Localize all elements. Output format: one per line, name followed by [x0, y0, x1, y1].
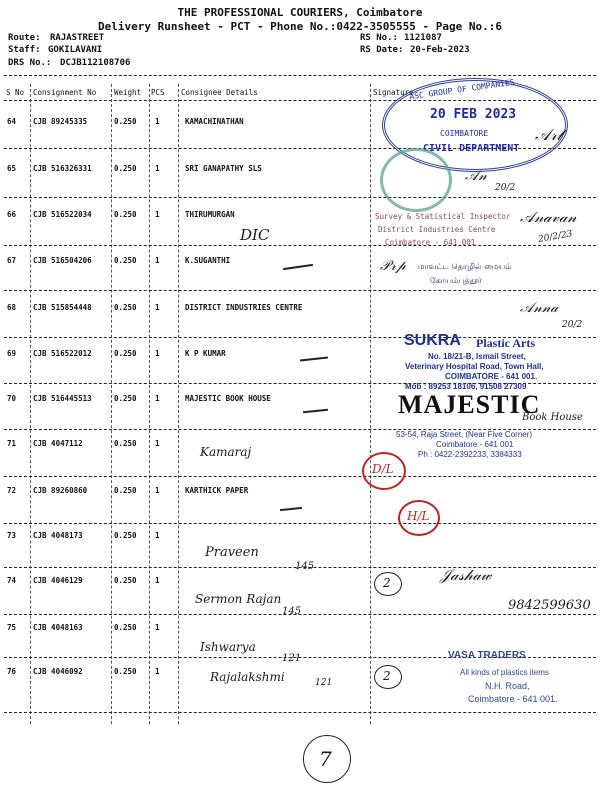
- circled-number-mark: [374, 665, 402, 689]
- stamp-text-tamil: மாவட்ட தொழில் மையம்: [418, 262, 512, 271]
- handwritten-rajalakshmi: Rajalakshmi: [210, 670, 285, 684]
- row-consignment: CJB 516326331: [33, 164, 92, 173]
- vasa-stamp-line: All kinds of plastics items: [460, 668, 549, 677]
- row-weight: 0.250: [114, 439, 137, 448]
- row-consignee: SRI GANAPATHY SLS: [185, 164, 262, 173]
- round-seal-stamp: [380, 148, 452, 212]
- row-consignee: K.SUGANTHI: [185, 256, 231, 265]
- row-consignment: CJB 516522034: [33, 210, 92, 219]
- row-pcs: 1: [155, 349, 160, 358]
- row-divider: [4, 476, 596, 477]
- sukra-stamp-mobile: Mob : 89253 18106, 91508 27309: [405, 382, 527, 391]
- signature-68: 𝒜𝓃𝓃𝒶: [520, 300, 559, 316]
- majestic-stamp-address: 53-54, Raja Street, (Near Five Corner): [396, 430, 533, 439]
- handwritten-hl: H/L: [407, 509, 430, 523]
- vasa-stamp-name: VASA TRADERS: [448, 650, 526, 661]
- row-weight: 0.250: [114, 210, 137, 219]
- row-pcs: 1: [155, 210, 160, 219]
- signature-date-66: 20/2/23: [537, 229, 574, 245]
- sukra-stamp-address: No. 18/21-B, Ismail Street,: [428, 352, 526, 361]
- row-sno: 74: [7, 576, 17, 585]
- row-sno: 67: [7, 256, 17, 265]
- majestic-stamp-address: Coimbatore - 641 001: [436, 440, 514, 449]
- row-pcs: 1: [155, 256, 160, 265]
- row-consignment: CJB 89245335: [33, 117, 88, 126]
- row-weight: 0.250: [114, 349, 137, 358]
- stamp-date: 20 FEB 2023: [430, 107, 517, 122]
- handwritten-sermon: Sermon Rajan: [195, 592, 282, 606]
- header-rule-top: [4, 75, 596, 76]
- row-pcs: 1: [155, 164, 160, 173]
- row-consignee: DISTRICT INDUSTRIES CENTRE: [185, 303, 303, 312]
- row-divider: [4, 712, 596, 713]
- row-weight: 0.250: [114, 531, 137, 540]
- row-weight: 0.250: [114, 117, 137, 126]
- signature-74: 𝒥𝒶𝓈𝒽𝒶𝓌: [440, 566, 492, 584]
- handwritten-121-a: 121: [282, 653, 302, 664]
- row-pcs: 1: [155, 623, 160, 632]
- signature-65: 𝒜𝓃: [465, 168, 487, 184]
- rs-date-value: 20-Feb-2023: [410, 45, 470, 55]
- row-divider: [4, 523, 596, 524]
- row-pcs: 1: [155, 486, 160, 495]
- stamp-text: ASC GROUP OF COMPANIES: [408, 77, 516, 102]
- drs-value: DCJB112108706: [60, 58, 131, 68]
- handwritten-ishwarya: Ishwarya: [200, 640, 256, 654]
- row-sno: 75: [7, 623, 17, 632]
- row-divider: [4, 197, 596, 198]
- row-weight: 0.250: [114, 164, 137, 173]
- route-value: RAJASTREET: [50, 33, 105, 43]
- circled-number-mark: [374, 572, 402, 596]
- staff-label: Staff:: [8, 45, 41, 55]
- rs-no-label: RS No.:: [360, 33, 398, 43]
- row-weight: 0.250: [114, 576, 137, 585]
- handwritten-145-b: 145: [282, 606, 302, 617]
- row-consignment: CJB 4048173: [33, 531, 83, 540]
- row-weight: 0.250: [114, 256, 137, 265]
- row-weight: 0.250: [114, 623, 137, 632]
- row-consignment: CJB 89260860: [33, 486, 88, 495]
- signature-66: 𝒜𝓃𝒶𝓋𝒶𝓃: [520, 208, 577, 226]
- row-sno: 66: [7, 210, 17, 219]
- row-sno: 65: [7, 164, 17, 173]
- row-weight: 0.250: [114, 394, 137, 403]
- row-consignee: K P KUMAR: [185, 349, 226, 358]
- stamp-text: District Industries Centre: [378, 225, 496, 234]
- row-divider: [4, 245, 596, 246]
- row-consignment: CJB 4048163: [33, 623, 83, 632]
- row-sno: 72: [7, 486, 17, 495]
- row-weight: 0.250: [114, 303, 137, 312]
- row-weight: 0.250: [114, 486, 137, 495]
- stamp-text: CIVIL DEPARTMENT: [423, 143, 520, 154]
- row-pcs: 1: [155, 576, 160, 585]
- row-consignment: CJB 515854448: [33, 303, 92, 312]
- signature-67: 𝒫𝓇𝓅: [380, 258, 406, 274]
- handwritten-phone: 9842599630: [508, 598, 591, 613]
- row-consignee: THIRUMURGAN: [185, 210, 235, 219]
- col-header-consignee: Consignee Details: [181, 88, 258, 97]
- col-divider: [178, 84, 179, 724]
- handwritten-145-a: 145: [295, 561, 315, 572]
- majestic-stamp-sub: Book House: [522, 412, 583, 423]
- row-pcs: 1: [155, 667, 160, 676]
- row-consignment: CJB 516445513: [33, 394, 92, 403]
- handwritten-121-b: 121: [315, 678, 333, 688]
- signature-64: 𝒜𝓇𝓉: [535, 125, 563, 144]
- row-pcs: 1: [155, 303, 160, 312]
- handwritten-dl: D/L: [372, 462, 394, 476]
- row-consignee: KAMACHINATHAN: [185, 117, 244, 126]
- col-header-pcs: PCS: [151, 88, 165, 97]
- row-consignment: CJB 4046092: [33, 667, 83, 676]
- row-sno: 76: [7, 667, 17, 676]
- stamp-text: Coimbatore - 641 001: [385, 238, 476, 247]
- row-pcs: 1: [155, 394, 160, 403]
- handwritten-circle-2a: 2: [383, 576, 391, 590]
- col-header-signature: Signature: [373, 88, 414, 97]
- stamp-text-tamil: கோயம்புத்தூர்: [430, 276, 483, 285]
- route-label: Route:: [8, 33, 41, 43]
- majestic-stamp-name: MAJESTIC: [398, 390, 541, 419]
- handwritten-dic: DIC: [240, 226, 270, 244]
- vasa-stamp-line: N.H. Road,: [485, 681, 530, 691]
- sukra-stamp-name: SUKRA: [404, 332, 461, 349]
- handwritten-page-count: 7: [319, 747, 332, 771]
- majestic-stamp-phone: Ph : 0422-2392233, 3384333: [418, 450, 522, 459]
- staff-value: GOKILAVANI: [48, 45, 103, 55]
- dash-mark: [300, 357, 328, 362]
- sukra-stamp-address: COIMBATORE - 641 001.: [445, 372, 538, 381]
- handwritten-kamaraj: Kamaraj: [200, 445, 252, 459]
- row-weight: 0.250: [114, 667, 137, 676]
- col-divider: [370, 84, 371, 724]
- row-consignee: KARTHICK PAPER: [185, 486, 249, 495]
- row-sno: 70: [7, 394, 17, 403]
- row-consignment: CJB 516522012: [33, 349, 92, 358]
- col-header-sno: S No: [6, 88, 25, 97]
- drs-label: DRS No.:: [8, 58, 52, 68]
- handwritten-praveen: Praveen: [205, 545, 259, 560]
- row-sno: 68: [7, 303, 17, 312]
- vasa-stamp-line: Coimbatore - 641 001.: [468, 694, 558, 704]
- row-sno: 69: [7, 349, 17, 358]
- col-divider: [111, 84, 112, 724]
- dash-mark: [303, 409, 328, 414]
- row-consignment: CJB 4046129: [33, 576, 83, 585]
- rs-date-label: RS Date:: [360, 45, 404, 55]
- row-consignment: CJB 516504206: [33, 256, 92, 265]
- row-sno: 64: [7, 117, 17, 126]
- signature-date-65: 20/2: [495, 183, 516, 193]
- dash-mark: [280, 507, 302, 511]
- rs-no-value: 1121087: [404, 33, 442, 43]
- signature-date-68: 20/2: [562, 320, 583, 330]
- row-sno: 73: [7, 531, 17, 540]
- col-header-consignment: Consignment No: [33, 88, 97, 97]
- row-consignment: CJB 4047112: [33, 439, 83, 448]
- col-divider: [149, 84, 150, 724]
- col-divider: [30, 84, 31, 724]
- handwritten-circle-2b: 2: [383, 669, 391, 683]
- col-header-weight: Weight: [114, 88, 142, 97]
- dash-mark: [283, 264, 313, 270]
- row-pcs: 1: [155, 117, 160, 126]
- row-divider: [4, 290, 596, 291]
- row-pcs: 1: [155, 531, 160, 540]
- dl-circle-mark: [362, 452, 406, 490]
- row-pcs: 1: [155, 439, 160, 448]
- sukra-stamp-address: Veterinary Hospital Road, Town Hall,: [405, 362, 544, 371]
- stamp-text: Survey & Statistical Inspector: [375, 212, 511, 221]
- stamp-text: COIMBATORE: [440, 129, 489, 138]
- row-consignee: MAJESTIC BOOK HOUSE: [185, 394, 271, 403]
- sukra-stamp-tag: Plastic Arts: [476, 336, 535, 350]
- page-count-circle: [303, 735, 351, 783]
- hl-circle-mark: [398, 500, 440, 536]
- row-sno: 71: [7, 439, 17, 448]
- runsheet-subtitle: Delivery Runsheet - PCT - Phone No.:0422-3505555 - Page No.:6: [98, 20, 502, 33]
- company-title: THE PROFESSIONAL COURIERS, Coimbatore: [177, 6, 423, 19]
